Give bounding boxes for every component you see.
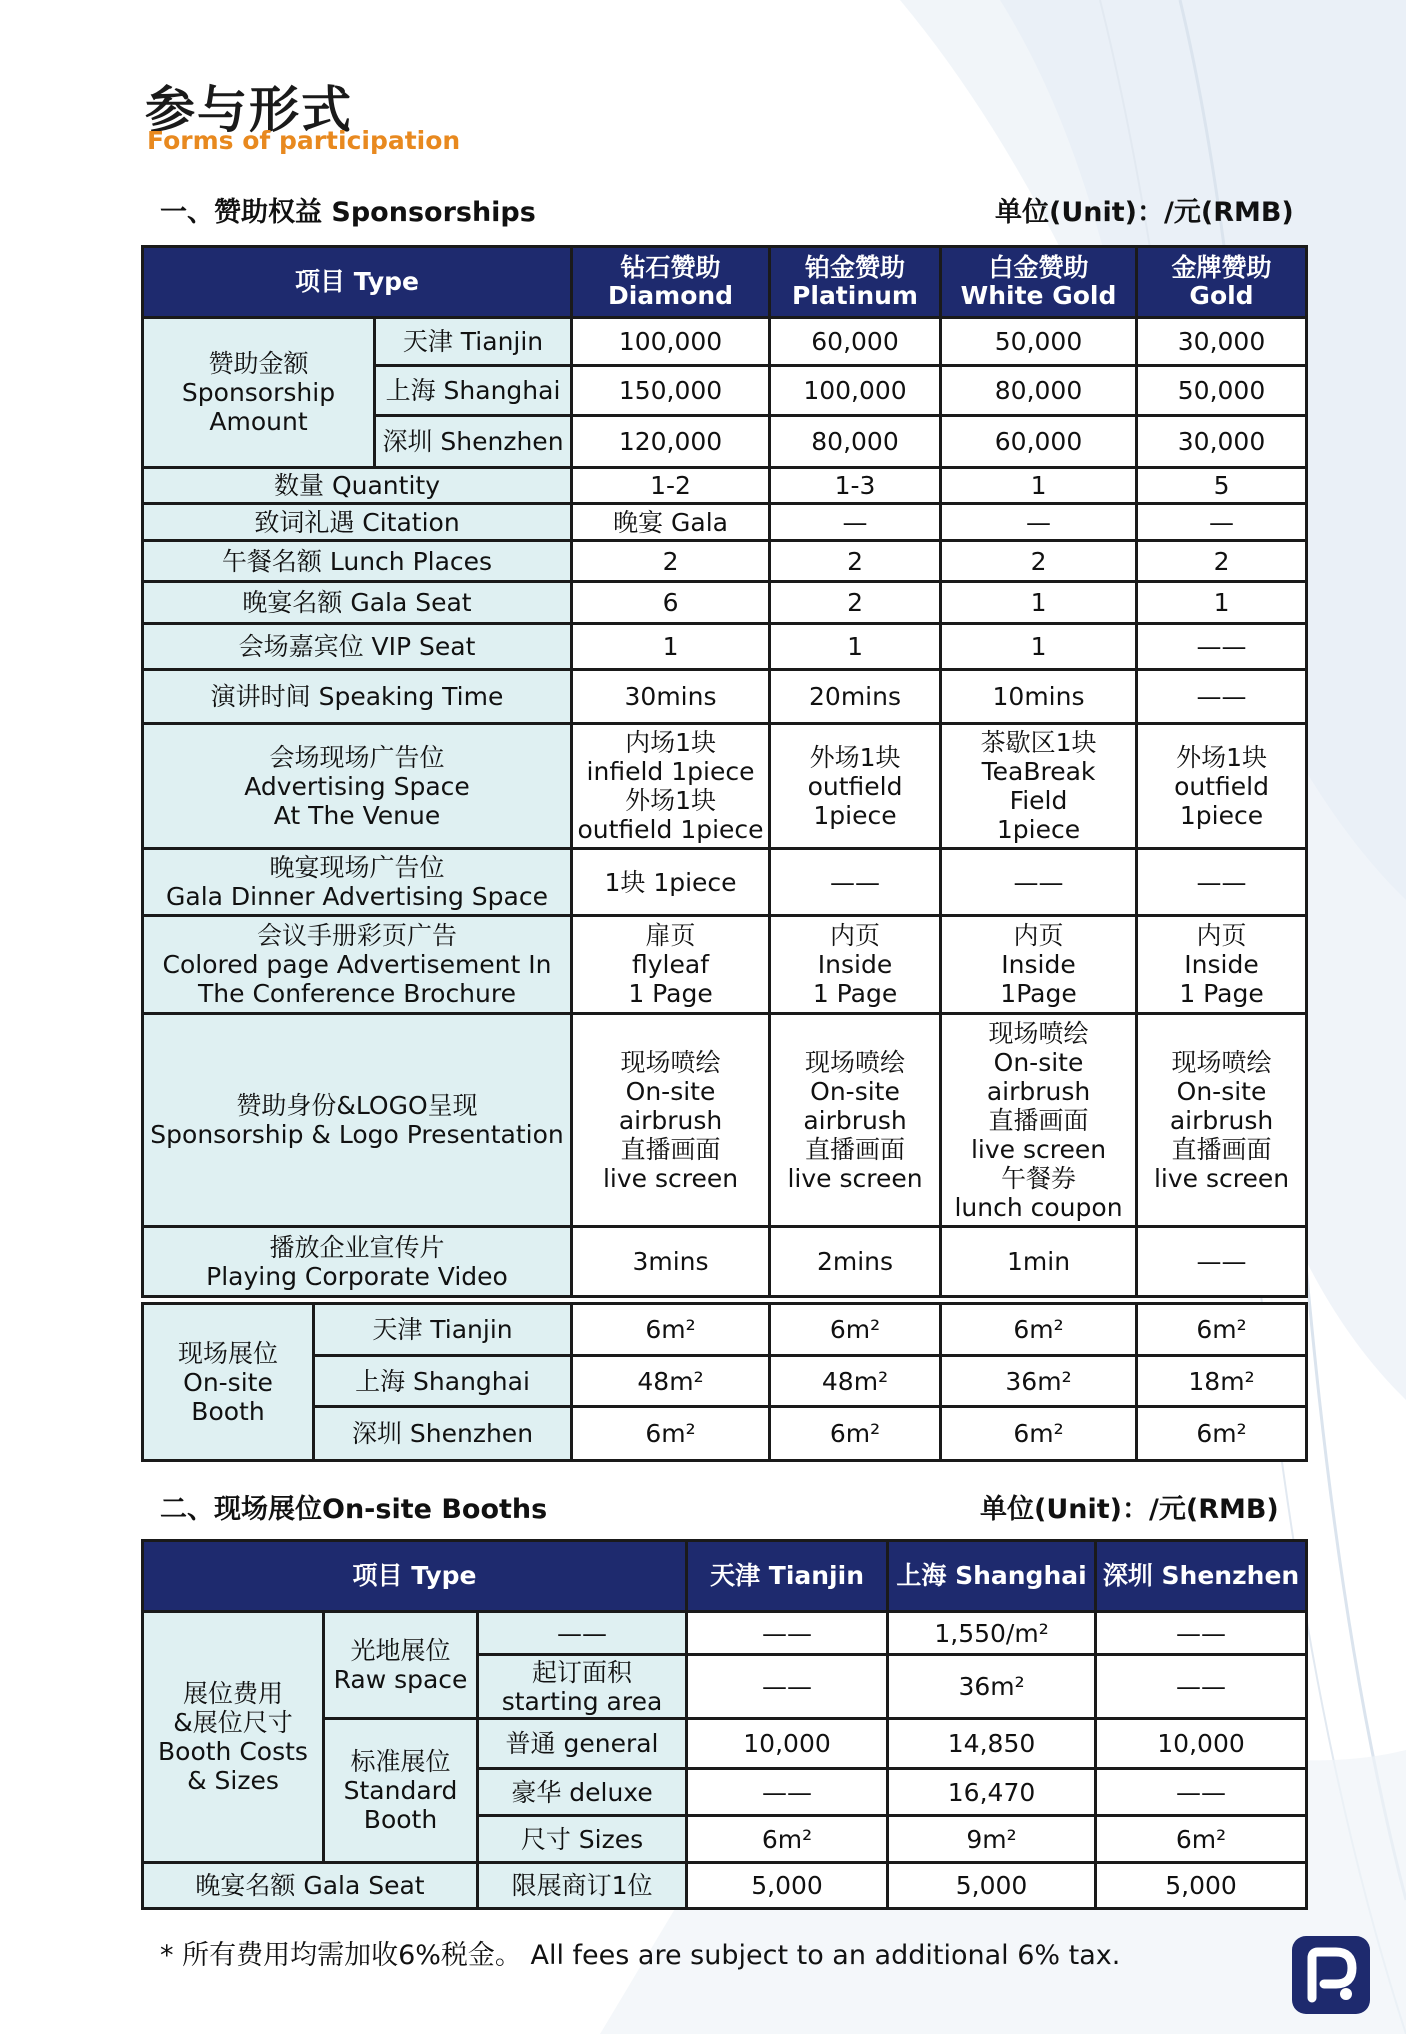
table-cell: —— bbox=[770, 849, 941, 916]
section2-unit: 单位(Unit)：/元(RMB) bbox=[980, 1494, 1279, 1525]
col-header-white-gold: 白金赞助 White Gold bbox=[941, 247, 1137, 318]
table-cell: 1 bbox=[941, 468, 1137, 504]
row-label: 午餐名额 Lunch Places bbox=[143, 541, 572, 582]
row-label: 晚宴现场广告位 Gala Dinner Advertising Space bbox=[143, 849, 572, 916]
section2-heading: 二、现场展位On-site Booths bbox=[160, 1494, 548, 1525]
table-cell: 6 bbox=[572, 582, 770, 624]
table-cell: —— bbox=[1096, 1612, 1307, 1655]
col-header-shanghai: 上海 Shanghai bbox=[888, 1541, 1096, 1612]
table-cell: 1块 1piece bbox=[572, 849, 770, 916]
table-cell: —— bbox=[1137, 670, 1307, 724]
table-cell: 5,000 bbox=[687, 1863, 888, 1909]
table-row bbox=[143, 916, 1307, 1014]
table-header-row bbox=[143, 1541, 1307, 1612]
row-label: 致词礼遇 Citation bbox=[143, 504, 572, 541]
table-row bbox=[143, 1407, 1307, 1461]
table-cell: 60,000 bbox=[941, 416, 1137, 468]
city-tianjin: 天津 Tianjin bbox=[375, 318, 572, 366]
table-cell: —— bbox=[1096, 1769, 1307, 1816]
row-label: 会场现场广告位 Advertising Space At The Venue bbox=[143, 724, 572, 849]
table-cell: 5,000 bbox=[1096, 1863, 1307, 1909]
table-cell: 1 bbox=[1137, 582, 1307, 624]
table-cell: 5,000 bbox=[888, 1863, 1096, 1909]
raw-space-label: 光地展位 Raw space bbox=[324, 1612, 478, 1719]
booth-cost-group-label: 展位费用 &展位尺寸 Booth Costs & Sizes bbox=[143, 1612, 324, 1863]
table-cell: —— bbox=[1137, 624, 1307, 670]
table-cell: — bbox=[941, 504, 1137, 541]
table-cell: 6m² bbox=[572, 1407, 770, 1461]
city-shenzhen: 深圳 Shenzhen bbox=[314, 1407, 572, 1461]
type-header: 项目 Type bbox=[143, 1541, 687, 1612]
table-cell: 2 bbox=[572, 541, 770, 582]
table-cell: 100,000 bbox=[770, 366, 941, 416]
table-cell: 3mins bbox=[572, 1227, 770, 1297]
table-cell: 6m² bbox=[572, 1304, 770, 1356]
table-cell: 100,000 bbox=[572, 318, 770, 366]
table-cell: 18m² bbox=[1137, 1356, 1307, 1407]
col-header-tianjin: 天津 Tianjin bbox=[687, 1541, 888, 1612]
table-cell: 现场喷绘 On-site airbrush 直播画面 live screen bbox=[770, 1014, 941, 1227]
tax-footnote: * 所有费用均需加收6%税金。 All fees are subject to an additional 6% tax. bbox=[160, 1940, 1121, 1971]
section1-unit: 单位(Unit)：/元(RMB) bbox=[995, 197, 1294, 228]
table-cell: 1 bbox=[941, 624, 1137, 670]
table-cell: 2mins bbox=[770, 1227, 941, 1297]
table-cell: 1min bbox=[941, 1227, 1137, 1297]
table-cell: 6m² bbox=[770, 1304, 941, 1356]
col-header-shenzhen: 深圳 Shenzhen bbox=[1096, 1541, 1307, 1612]
table-cell: 现场喷绘 On-site airbrush 直播画面 live screen bbox=[1137, 1014, 1307, 1227]
row-label: 演讲时间 Speaking Time bbox=[143, 670, 572, 724]
table-cell: 内场1块 infield 1piece 外场1块 outfield 1piece bbox=[572, 724, 770, 849]
brand-logo-icon bbox=[1292, 1936, 1370, 2014]
table-cell: 2 bbox=[770, 541, 941, 582]
table-cell: 1-3 bbox=[770, 468, 941, 504]
table-cell: 50,000 bbox=[1137, 366, 1307, 416]
table-cell: 1-2 bbox=[572, 468, 770, 504]
row-sub-label: —— bbox=[478, 1612, 687, 1655]
table-cell: 内页 Inside 1 Page bbox=[770, 916, 941, 1014]
table-row bbox=[143, 1356, 1307, 1407]
table-cell: —— bbox=[941, 849, 1137, 916]
table-cell: 48m² bbox=[770, 1356, 941, 1407]
table-cell: 现场喷绘 On-site airbrush 直播画面 live screen 午餐券 lunch coupon bbox=[941, 1014, 1137, 1227]
table-cell: 30,000 bbox=[1137, 416, 1307, 468]
booth-label: 现场展位 On-site Booth bbox=[143, 1304, 314, 1461]
table-cell: —— bbox=[687, 1612, 888, 1655]
table-row bbox=[143, 1227, 1307, 1297]
table-row bbox=[143, 624, 1307, 670]
city-tianjin: 天津 Tianjin bbox=[314, 1304, 572, 1356]
table-cell: 10,000 bbox=[687, 1719, 888, 1769]
table-row bbox=[143, 1304, 1307, 1356]
booth-costs-table bbox=[141, 1539, 1308, 1910]
table-cell: 2 bbox=[941, 541, 1137, 582]
table-cell: —— bbox=[687, 1769, 888, 1816]
col-header-platinum: 铂金赞助 Platinum bbox=[770, 247, 941, 318]
table-row bbox=[143, 504, 1307, 541]
row-sub-label: 起订面积 starting area bbox=[478, 1655, 687, 1719]
row-sub-label: 豪华 deluxe bbox=[478, 1769, 687, 1816]
row-sub-label: 限展商订1位 bbox=[478, 1863, 687, 1909]
row-sub-label: 普通 general bbox=[478, 1719, 687, 1769]
row-label: 会议手册彩页广告 Colored page Advertisement In The Conference Brochure bbox=[143, 916, 572, 1014]
booth-table bbox=[141, 1302, 1308, 1462]
table-cell: — bbox=[770, 504, 941, 541]
city-shanghai: 上海 Shanghai bbox=[314, 1356, 572, 1407]
table-cell: 1 bbox=[770, 624, 941, 670]
table-cell: 9m² bbox=[888, 1816, 1096, 1863]
row-label: 播放企业宣传片 Playing Corporate Video bbox=[143, 1227, 572, 1297]
table-row bbox=[143, 1612, 1307, 1655]
table-cell: 6m² bbox=[941, 1304, 1137, 1356]
table-cell: 36m² bbox=[941, 1356, 1137, 1407]
gala-seat-label: 晚宴名额 Gala Seat bbox=[143, 1863, 478, 1909]
table-cell: 48m² bbox=[572, 1356, 770, 1407]
table-row bbox=[143, 468, 1307, 504]
table-row bbox=[143, 1863, 1307, 1909]
table-cell: 16,470 bbox=[888, 1769, 1096, 1816]
table-cell: —— bbox=[1096, 1655, 1307, 1719]
table-cell: 30,000 bbox=[1137, 318, 1307, 366]
table-cell: 6m² bbox=[1096, 1816, 1307, 1863]
table-cell: 6m² bbox=[1137, 1304, 1307, 1356]
table-cell: 1 bbox=[941, 582, 1137, 624]
row-label: 数量 Quantity bbox=[143, 468, 572, 504]
city-shanghai: 上海 Shanghai bbox=[375, 366, 572, 416]
col-header-gold: 金牌赞助 Gold bbox=[1137, 247, 1307, 318]
table-cell: 茶歇区1块 TeaBreak Field 1piece bbox=[941, 724, 1137, 849]
table-cell: —— bbox=[1137, 849, 1307, 916]
table-cell: 内页 Inside 1 Page bbox=[1137, 916, 1307, 1014]
page-title: 参与形式 bbox=[145, 81, 353, 139]
table-cell: 扉页 flyleaf 1 Page bbox=[572, 916, 770, 1014]
table-row bbox=[143, 318, 1307, 366]
table-cell: 内页 Inside 1Page bbox=[941, 916, 1137, 1014]
table-cell: 6m² bbox=[770, 1407, 941, 1461]
table-cell: 6m² bbox=[1137, 1407, 1307, 1461]
table-cell: 80,000 bbox=[941, 366, 1137, 416]
table-cell: 5 bbox=[1137, 468, 1307, 504]
table-cell: —— bbox=[1137, 1227, 1307, 1297]
table-row bbox=[143, 582, 1307, 624]
row-label: 晚宴名额 Gala Seat bbox=[143, 582, 572, 624]
table-cell: 10mins bbox=[941, 670, 1137, 724]
table-cell: 60,000 bbox=[770, 318, 941, 366]
table-cell: 晚宴 Gala bbox=[572, 504, 770, 541]
table-cell: 现场喷绘 On-site airbrush 直播画面 live screen bbox=[572, 1014, 770, 1227]
col-header-diamond: 钻石赞助 Diamond bbox=[572, 247, 770, 318]
sponsorship-table bbox=[141, 245, 1308, 1298]
table-cell: 14,850 bbox=[888, 1719, 1096, 1769]
row-sub-label: 尺寸 Sizes bbox=[478, 1816, 687, 1863]
table-cell: 1 bbox=[572, 624, 770, 670]
table-cell: 6m² bbox=[687, 1816, 888, 1863]
table-cell: —— bbox=[687, 1655, 888, 1719]
table-cell: 2 bbox=[770, 582, 941, 624]
table-row bbox=[143, 541, 1307, 582]
table-row bbox=[143, 1014, 1307, 1227]
table-cell: 150,000 bbox=[572, 366, 770, 416]
table-cell: 30mins bbox=[572, 670, 770, 724]
type-header: 项目 Type bbox=[143, 247, 572, 318]
page-subtitle: Forms of participation bbox=[147, 126, 461, 155]
row-label: 赞助身份&LOGO呈现 Sponsorship & Logo Presentation bbox=[143, 1014, 572, 1227]
table-cell: 10,000 bbox=[1096, 1719, 1307, 1769]
amount-label: 赞助金额 Sponsorship Amount bbox=[143, 318, 375, 468]
table-cell: 120,000 bbox=[572, 416, 770, 468]
table-cell: — bbox=[1137, 504, 1307, 541]
table-cell: 80,000 bbox=[770, 416, 941, 468]
table-row bbox=[143, 849, 1307, 916]
table-cell: 36m² bbox=[888, 1655, 1096, 1719]
row-label: 会场嘉宾位 VIP Seat bbox=[143, 624, 572, 670]
table-cell: 外场1块 outfield 1piece bbox=[1137, 724, 1307, 849]
table-header-row bbox=[143, 247, 1307, 318]
city-shenzhen: 深圳 Shenzhen bbox=[375, 416, 572, 468]
section1-heading: 一、赞助权益 Sponsorships bbox=[160, 197, 536, 228]
table-cell: 20mins bbox=[770, 670, 941, 724]
table-row bbox=[143, 724, 1307, 849]
table-cell: 1,550/m² bbox=[888, 1612, 1096, 1655]
standard-booth-label: 标准展位 Standard Booth bbox=[324, 1719, 478, 1863]
table-cell: 6m² bbox=[941, 1407, 1137, 1461]
table-cell: 50,000 bbox=[941, 318, 1137, 366]
table-row bbox=[143, 670, 1307, 724]
table-cell: 外场1块 outfield 1piece bbox=[770, 724, 941, 849]
table-cell: 2 bbox=[1137, 541, 1307, 582]
